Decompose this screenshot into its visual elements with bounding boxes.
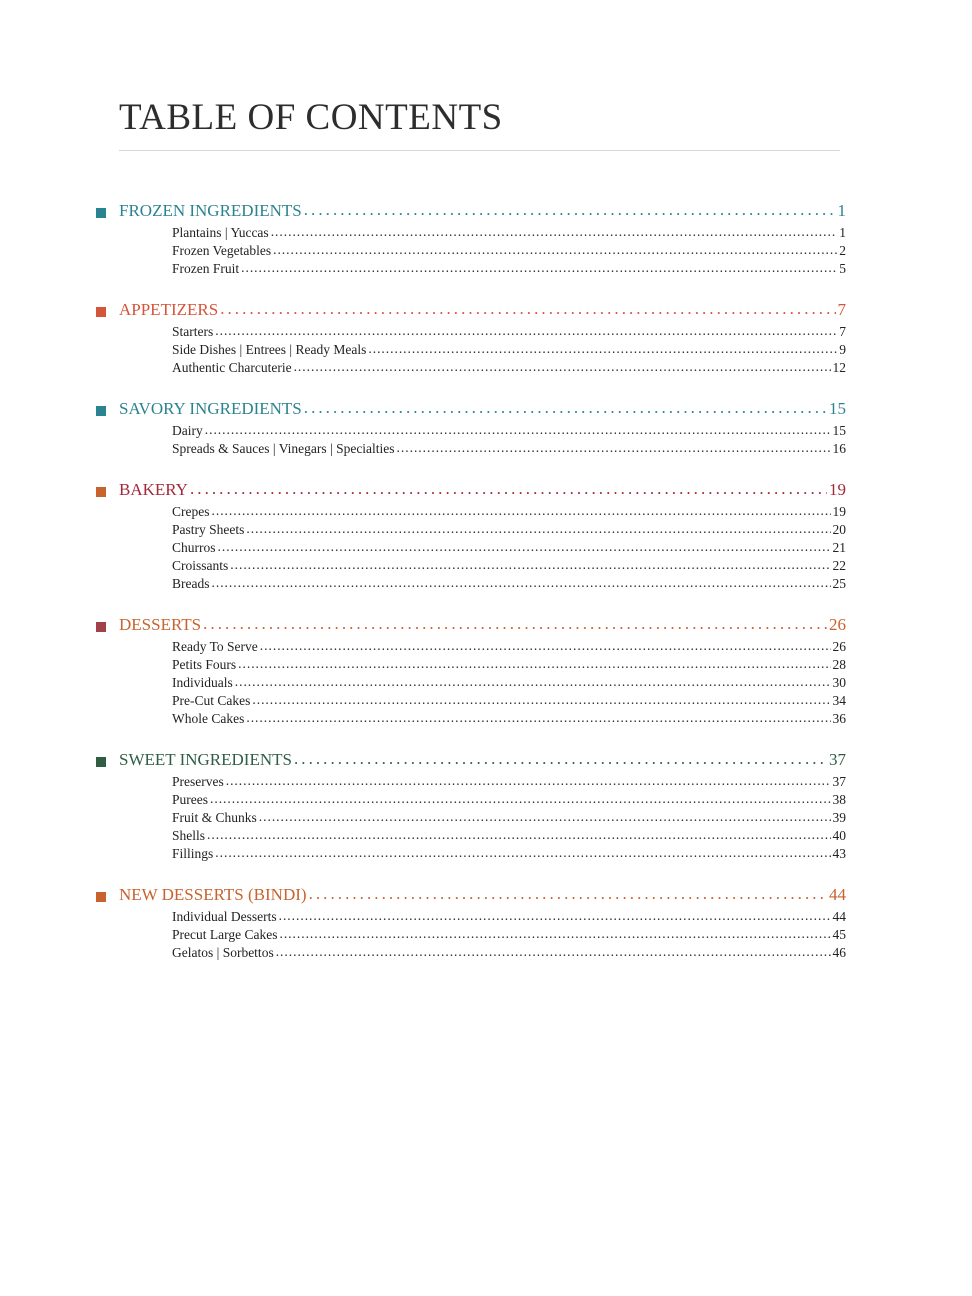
entry-title: Petits Fours	[172, 657, 237, 672]
section-page-number: 19	[829, 480, 846, 499]
leader-dots	[210, 791, 831, 807]
entry-title: Pre-Cut Cakes	[172, 693, 251, 708]
toc-entry[interactable]	[172, 423, 846, 441]
toc-entry[interactable]	[172, 504, 846, 522]
entry-title: Preserves	[172, 774, 224, 789]
leader-dots	[238, 656, 830, 672]
leader-dots	[304, 398, 827, 418]
toc-entry[interactable]	[172, 261, 846, 279]
leader-dots	[207, 827, 830, 843]
section-page-number: 1	[837, 201, 846, 220]
entry-page-number: 30	[832, 675, 846, 690]
leader-dots	[212, 503, 831, 519]
entry-title: Individual Desserts	[172, 909, 277, 924]
entry-page-number: 16	[832, 441, 846, 456]
toc-entry[interactable]	[172, 639, 846, 657]
page-title: TABLE OF CONTENTS	[119, 97, 503, 138]
toc-entry[interactable]	[172, 711, 846, 729]
leader-dots	[294, 749, 827, 769]
section-page-number: 44	[829, 885, 846, 904]
toc-entry[interactable]	[172, 792, 846, 810]
leader-dots	[203, 614, 827, 634]
entry-page-number: 28	[832, 657, 846, 672]
section-title: SAVORY INGREDIENTS	[119, 399, 302, 418]
toc-entry[interactable]	[172, 558, 846, 576]
toc-entry[interactable]	[172, 909, 846, 927]
entry-title: Churros	[172, 540, 216, 555]
toc-entry[interactable]	[172, 927, 846, 945]
entry-page-number: 25	[832, 576, 846, 591]
leader-dots	[246, 710, 830, 726]
entry-title: Individuals	[172, 675, 233, 690]
square-bullet-icon	[96, 208, 106, 218]
leader-dots	[276, 944, 831, 960]
section-title: NEW DESSERTS (BINDI)	[119, 885, 307, 904]
leader-dots	[215, 323, 837, 339]
entry-page-number: 21	[832, 540, 846, 555]
entry-page-number: 19	[832, 504, 846, 519]
entry-page-number: 40	[832, 828, 846, 843]
toc-entry[interactable]	[172, 441, 846, 459]
entry-title: Breads	[172, 576, 210, 591]
entry-page-number: 39	[832, 810, 846, 825]
leader-dots	[246, 521, 830, 537]
toc-section-heading[interactable]	[119, 399, 846, 423]
square-bullet-icon	[96, 622, 106, 632]
toc-section-heading[interactable]	[119, 615, 846, 639]
leader-dots	[279, 926, 830, 942]
section-title: SWEET INGREDIENTS	[119, 750, 292, 769]
leader-dots	[241, 260, 837, 276]
square-bullet-icon	[96, 757, 106, 767]
toc-section-heading[interactable]	[119, 480, 846, 504]
entry-title: Fillings	[172, 846, 214, 861]
entry-page-number: 7	[839, 324, 846, 339]
entry-title: Shells	[172, 828, 206, 843]
section-page-number: 15	[829, 399, 846, 418]
entry-title: Ready To Serve	[172, 639, 258, 654]
leader-dots	[304, 200, 836, 220]
entry-page-number: 44	[832, 909, 846, 924]
section-page-number: 7	[837, 300, 846, 319]
entry-page-number: 15	[832, 423, 846, 438]
leader-dots	[294, 359, 831, 375]
entry-title: Croissants	[172, 558, 229, 573]
entry-page-number: 9	[839, 342, 846, 357]
entry-title: Crepes	[172, 504, 210, 519]
entry-page-number: 36	[832, 711, 846, 726]
toc-entry[interactable]	[172, 522, 846, 540]
section-title: DESSERTS	[119, 615, 202, 634]
leader-dots	[215, 845, 830, 861]
section-title: FROZEN INGREDIENTS	[119, 201, 302, 220]
leader-dots	[218, 539, 831, 555]
toc-section-heading[interactable]	[119, 300, 846, 324]
entry-title: Gelatos | Sorbettos	[172, 945, 274, 960]
toc-entry[interactable]	[172, 657, 846, 675]
entry-page-number: 26	[832, 639, 846, 654]
entry-page-number: 22	[832, 558, 846, 573]
entry-page-number: 43	[832, 846, 846, 861]
square-bullet-icon	[96, 307, 106, 317]
toc-entry[interactable]	[172, 324, 846, 342]
toc-entry[interactable]	[172, 774, 846, 792]
entry-page-number: 1	[839, 225, 846, 240]
entry-title: Authentic Charcuterie	[172, 360, 292, 375]
leader-dots	[235, 674, 831, 690]
entry-page-number: 34	[832, 693, 846, 708]
entry-title: Purees	[172, 792, 208, 807]
entry-title: Dairy	[172, 423, 203, 438]
toc-entry[interactable]	[172, 243, 846, 261]
entry-title: Frozen Vegetables	[172, 243, 272, 258]
toc-entry[interactable]	[172, 675, 846, 693]
toc-entry[interactable]	[172, 846, 846, 864]
section-page-number: 26	[829, 615, 846, 634]
entry-title: Precut Large Cakes	[172, 927, 278, 942]
toc-entry[interactable]	[172, 693, 846, 711]
leader-dots	[230, 557, 830, 573]
leader-dots	[368, 341, 837, 357]
section-title: BAKERY	[119, 480, 188, 499]
entry-page-number: 45	[832, 927, 846, 942]
entry-page-number: 2	[839, 243, 846, 258]
entry-page-number: 20	[832, 522, 846, 537]
section-title: APPETIZERS	[119, 300, 219, 319]
toc-entry[interactable]	[172, 225, 846, 243]
entry-title: Side Dishes | Entrees | Ready Meals	[172, 342, 367, 357]
entry-page-number: 38	[832, 792, 846, 807]
toc-entry[interactable]	[172, 810, 846, 828]
entry-title: Frozen Fruit	[172, 261, 240, 276]
square-bullet-icon	[96, 892, 106, 902]
toc-section-heading[interactable]	[119, 201, 846, 225]
leader-dots	[397, 440, 831, 456]
leader-dots	[226, 773, 831, 789]
toc-entry[interactable]	[172, 576, 846, 594]
leader-dots	[273, 242, 837, 258]
entry-title: Plantains | Yuccas	[172, 225, 269, 240]
leader-dots	[252, 692, 830, 708]
leader-dots	[309, 884, 827, 904]
entry-title: Pastry Sheets	[172, 522, 245, 537]
leader-dots	[220, 299, 835, 319]
toc-section-heading[interactable]	[119, 750, 846, 774]
entry-page-number: 12	[832, 360, 846, 375]
leader-dots	[259, 809, 831, 825]
section-page-number: 37	[829, 750, 846, 769]
leader-dots	[212, 575, 831, 591]
entry-title: Fruit & Chunks	[172, 810, 257, 825]
entry-title: Spreads & Sauces | Vinegars | Specialties	[172, 441, 395, 456]
square-bullet-icon	[96, 406, 106, 416]
square-bullet-icon	[96, 487, 106, 497]
toc-entry[interactable]	[172, 828, 846, 846]
leader-dots	[190, 479, 827, 499]
entry-page-number: 46	[832, 945, 846, 960]
toc-entry[interactable]	[172, 540, 846, 558]
entry-title: Starters	[172, 324, 214, 339]
entry-title: Whole Cakes	[172, 711, 245, 726]
leader-dots	[271, 224, 838, 240]
entry-page-number: 37	[832, 774, 846, 789]
toc-entry[interactable]	[172, 342, 846, 360]
entry-page-number: 5	[839, 261, 846, 276]
leader-dots	[260, 638, 831, 654]
leader-dots	[279, 908, 831, 924]
toc-entry[interactable]	[172, 360, 846, 378]
leader-dots	[205, 422, 831, 438]
toc-section-heading[interactable]	[119, 885, 846, 909]
toc-entry[interactable]	[172, 945, 846, 963]
